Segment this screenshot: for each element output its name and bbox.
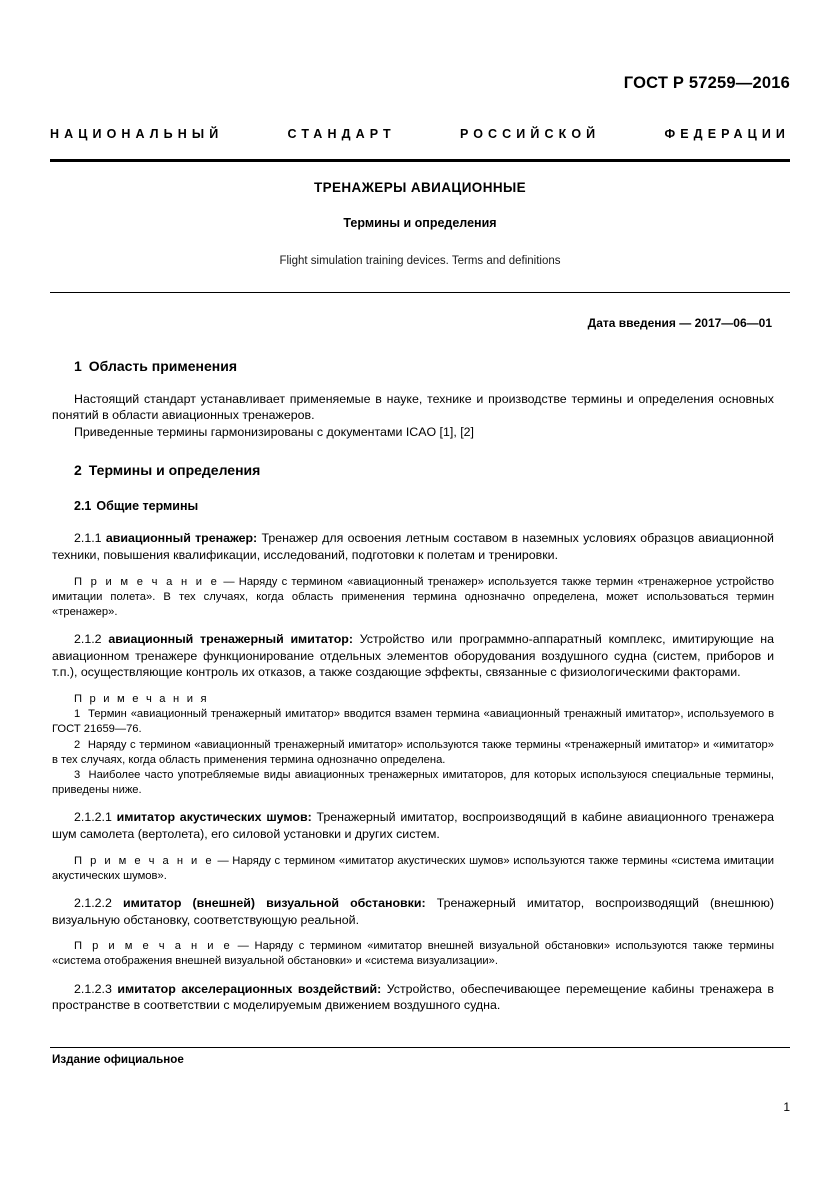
term-2-1-1-definition: Тренажер для освоения летным составом в наземных условиях образцов авиационной техники, повышения квалификации, исследований, подготовки к полетам и тренировки. <box>52 531 774 562</box>
note-2-1-2-item-2 <box>52 738 774 768</box>
note-item-number: 3 <box>74 768 81 781</box>
note-2-1-2-item-3 <box>52 768 774 798</box>
section-1-heading <box>74 358 774 375</box>
page-title: ТРЕНАЖЕРЫ АВИАЦИОННЫЕ <box>313 180 527 195</box>
term-2-1-2-3-definition: Устройство, обеспечивающее перемещение кабины тренажера в пространстве в соответствии с моделируемым движением воздушного судна. <box>52 981 774 1013</box>
section-1-paragraph-1: Настоящий стандарт устанавливает применяемые в науке, технике и производстве термины и определения основных понятий в области авиационных тренажеров. <box>52 391 774 423</box>
note-2-1-2-2 <box>52 939 774 969</box>
term-2-1-2-2 <box>52 895 774 928</box>
term-2-1-2-3-number: 2.1.2.3 <box>74 981 112 996</box>
term-2-1-2-name: авиационный тренажерный имитатор: <box>108 632 353 647</box>
section-2-heading <box>74 462 774 479</box>
note-item-number: 2 <box>74 738 81 751</box>
note-2-1-2-1-text: — Наряду с термином «имитатор акустических шумов» используются также термины «система имитации акустических шумов». <box>52 854 775 882</box>
section-2-title: Термины и определения <box>88 461 261 478</box>
term-2-1-2-3 <box>52 981 774 1014</box>
term-2-1-2 <box>52 631 774 681</box>
section-1-paragraph-2: Приведенные термины гармонизированы с документами ICAO [1], [2] <box>74 424 474 439</box>
notes-2-1-2-label <box>52 692 774 707</box>
term-2-1-1-number: 2.1.1 <box>74 531 102 546</box>
note-item-text: Термин «авиационный тренажерный имитатор» вводится взамен термина «авиационный тренажный имитатор», используемого в ГОСТ 21659—76. <box>52 708 775 736</box>
term-2-1-2-2-number: 2.1.2.2 <box>74 895 112 910</box>
official-edition-note: Издание официальное <box>52 1053 184 1066</box>
note-2-1-1 <box>52 575 774 621</box>
term-2-1-1-name: авиационный тренажер: <box>105 531 258 546</box>
term-2-1-2-number: 2.1.2 <box>74 632 102 647</box>
section-2-1-heading <box>74 499 774 514</box>
section-2-number: 2 <box>74 461 82 478</box>
note-2-1-1-text: — Наряду с термином «авиационный тренажер» используется также термин «тренажерное устройство имитации полета». В тех случаях, когда область применения термина однозначно определена, может использоваться термин «тренажер». <box>52 575 775 618</box>
note-label: П р и м е ч а н и е <box>74 575 220 588</box>
term-2-1-2-2-name: имитатор (внешней) визуальной обстановки: <box>123 895 426 910</box>
notes-label: П р и м е ч а н и я <box>74 692 209 705</box>
note-2-1-2-item-1 <box>52 707 774 737</box>
section-2-1-title: Общие термины <box>96 499 199 514</box>
footer-rule <box>50 1047 790 1048</box>
introduction-date: Дата введения — 2017—06—01 <box>587 316 772 330</box>
page-number: 1 <box>783 1100 790 1114</box>
note-2-1-2-2-text: — Наряду с термином «имитатор внешней визуальной обстановки» используются также термины «система отображения внешней визуальной обстановки» и «система визуализации». <box>52 940 774 968</box>
note-item-number: 1 <box>74 708 81 721</box>
term-2-1-1 <box>52 530 774 563</box>
document-body <box>52 358 774 1014</box>
term-2-1-2-1-number: 2.1.2.1 <box>74 810 112 825</box>
note-item-text: Наряду с термином «авиационный тренажерный имитатор» используются также термины «тренажерный имитатор» и «имитатор» в тех случаях, когда область применения термина однозначно определена. <box>52 738 774 766</box>
title-block <box>50 180 790 267</box>
note-2-1-2-1 <box>52 854 774 884</box>
section-1-title: Область применения <box>88 358 238 374</box>
national-standard-banner: НАЦИОНАЛЬНЫЙ СТАНДАРТ РОССИЙСКОЙ ФЕДЕРАЦИИ <box>50 127 790 141</box>
note-label: П р и м е ч а н и е <box>74 940 232 953</box>
term-2-1-2-1-name: имитатор акустических шумов: <box>116 810 312 825</box>
note-item-text: Наиболее часто употребляемые виды авиационных тренажерных имитаторов, для которых используюся специальные термины, приведены ниже. <box>52 768 774 797</box>
term-2-1-2-3-name: имитатор акселерационных воздействий: <box>117 981 382 996</box>
section-2-1-number: 2.1 <box>74 499 92 514</box>
note-label: П р и м е ч а н и е <box>74 854 214 867</box>
page-subtitle: Термины и определения <box>343 216 497 230</box>
term-2-1-2-definition: Устройство или программно-аппаратный комплекс, имитирующие на авиационном тренажере функционирование отдельных элементов оборудования воздушного судна (систем, приборов и т.п.), осуществляющие контроль их отказов, а также создающие эффекты, связанные с физиологическими факторами. <box>52 632 774 680</box>
term-2-1-2-1 <box>52 809 774 842</box>
page-title-english: Flight simulation training devices. Terms and definitions <box>279 255 561 267</box>
term-2-1-2-1-definition: Тренажерный имитатор, воспроизводящий в кабине авиационного тренажера шум самолета (вертолета), его силовой установки и других систем. <box>52 810 774 841</box>
header-rule-top <box>50 159 790 162</box>
term-2-1-2-2-definition: Тренажерный имитатор, воспроизводящий (внешнюю) визуальную обстановку, соответствующую реальной. <box>52 895 774 927</box>
header-rule-bottom <box>50 292 790 293</box>
section-1-number: 1 <box>74 358 82 374</box>
document-code: ГОСТ Р 57259—2016 <box>623 74 790 92</box>
